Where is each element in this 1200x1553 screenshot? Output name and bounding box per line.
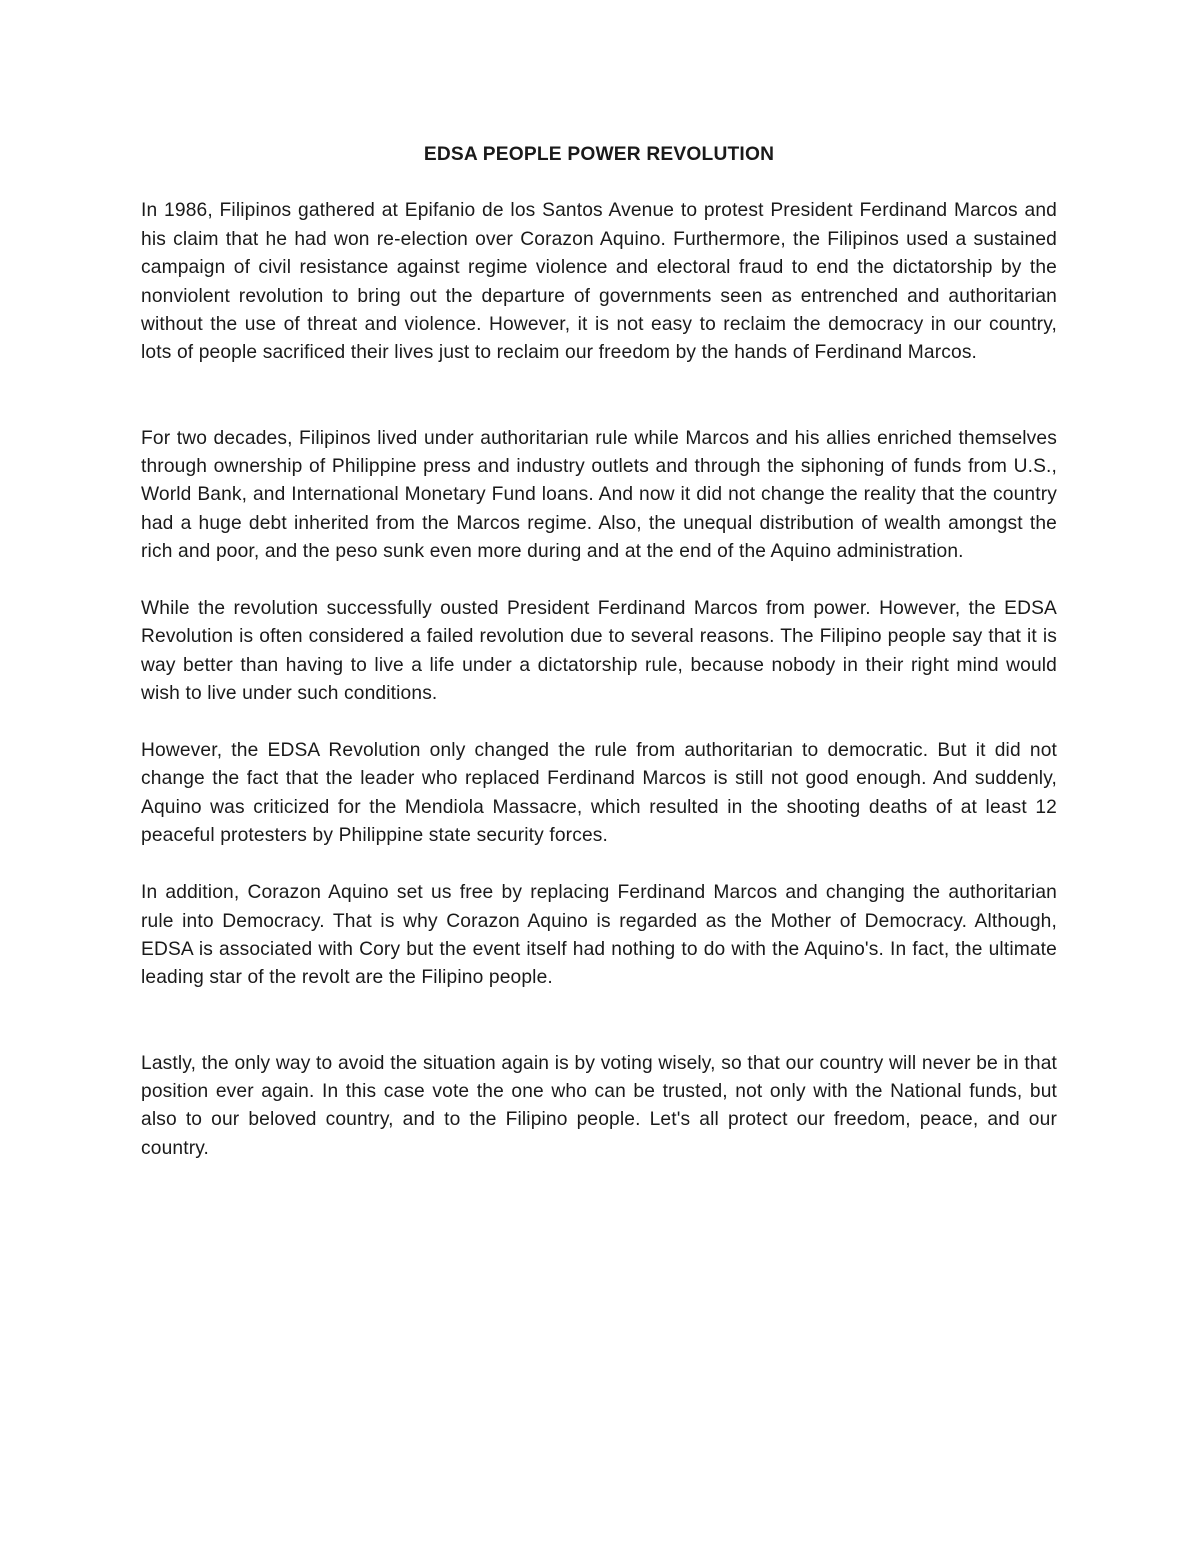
paragraph-3: While the revolution successfully ousted President Ferdinand Marcos from power. However, the EDSA Revolution is often considered a failed revolution due to several reasons. The Filipino people say that it is way better than having to live a life under a dictatorship rule, because nobody in their right mind would wish to live under such conditions. bbox=[141, 598, 1057, 705]
paragraph-4: However, the EDSA Revolution only changed the rule from authoritarian to democratic. But it did not change the fact that the leader who replaced Ferdinand Marcos is still not good enough. And suddenly, Aquino was criticized for the Mendiola Massacre, which resulted in the shooting deaths of at least 12 peaceful protesters by Philippine state security forces. bbox=[141, 740, 1057, 847]
document-title: EDSA PEOPLE POWER REVOLUTION bbox=[423, 144, 775, 165]
paragraph-spacer bbox=[141, 368, 1057, 425]
paragraph-spacer bbox=[141, 567, 1057, 595]
paragraph-6: Lastly, the only way to avoid the situation again is by voting wisely, so that our country will never be in that position ever again. In this case vote the one who can be trusted, not only with the National funds, but also to our beloved country, and to the Filipino people. Let's all protect our freedom, peace, and our country. bbox=[141, 1052, 1057, 1159]
paragraph-2: For two decades, Filipinos lived under authoritarian rule while Marcos and his allies enriched themselves through ownership of Philippine press and industry outlets and through the siphoning of funds from U.S., World Bank, and International Monetary Fund loans. And now it did not change the reality that the country had a huge debt inherited from the Marcos regime. Also, the unequal distribution of wealth amongst the rich and poor, and the peso sunk even more during and at the end of the Aquino administration. bbox=[141, 427, 1057, 563]
document-body bbox=[141, 141, 1057, 1163]
paragraph-spacer bbox=[141, 993, 1057, 1050]
paragraph-spacer bbox=[141, 709, 1057, 737]
paragraph-5: In addition, Corazon Aquino set us free by replacing Ferdinand Marcos and changing the authoritarian rule into Democracy. That is why Corazon Aquino is regarded as the Mother of Democracy. Although, EDSA is associated with Cory but the event itself had nothing to do with the Aquino's. In fact, the ultimate leading star of the revolt are the Filipino people. bbox=[141, 882, 1057, 989]
paragraph-spacer bbox=[141, 851, 1057, 879]
paragraph-1: In 1986, Filipinos gathered at Epifanio de los Santos Avenue to protest President Ferdinand Marcos and his claim that he had won re-election over Corazon Aquino. Furthermore, the Filipinos used a sustained campaign of civil resistance against regime violence and electoral fraud to end the dictatorship by the nonviolent revolution to bring out the departure of governments seen as entrenched and authoritarian without the use of threat and violence. However, it is not easy to reclaim the democracy in our country, lots of people sacrificed their lives just to reclaim our freedom by the hands of Ferdinand Marcos. bbox=[141, 200, 1057, 364]
